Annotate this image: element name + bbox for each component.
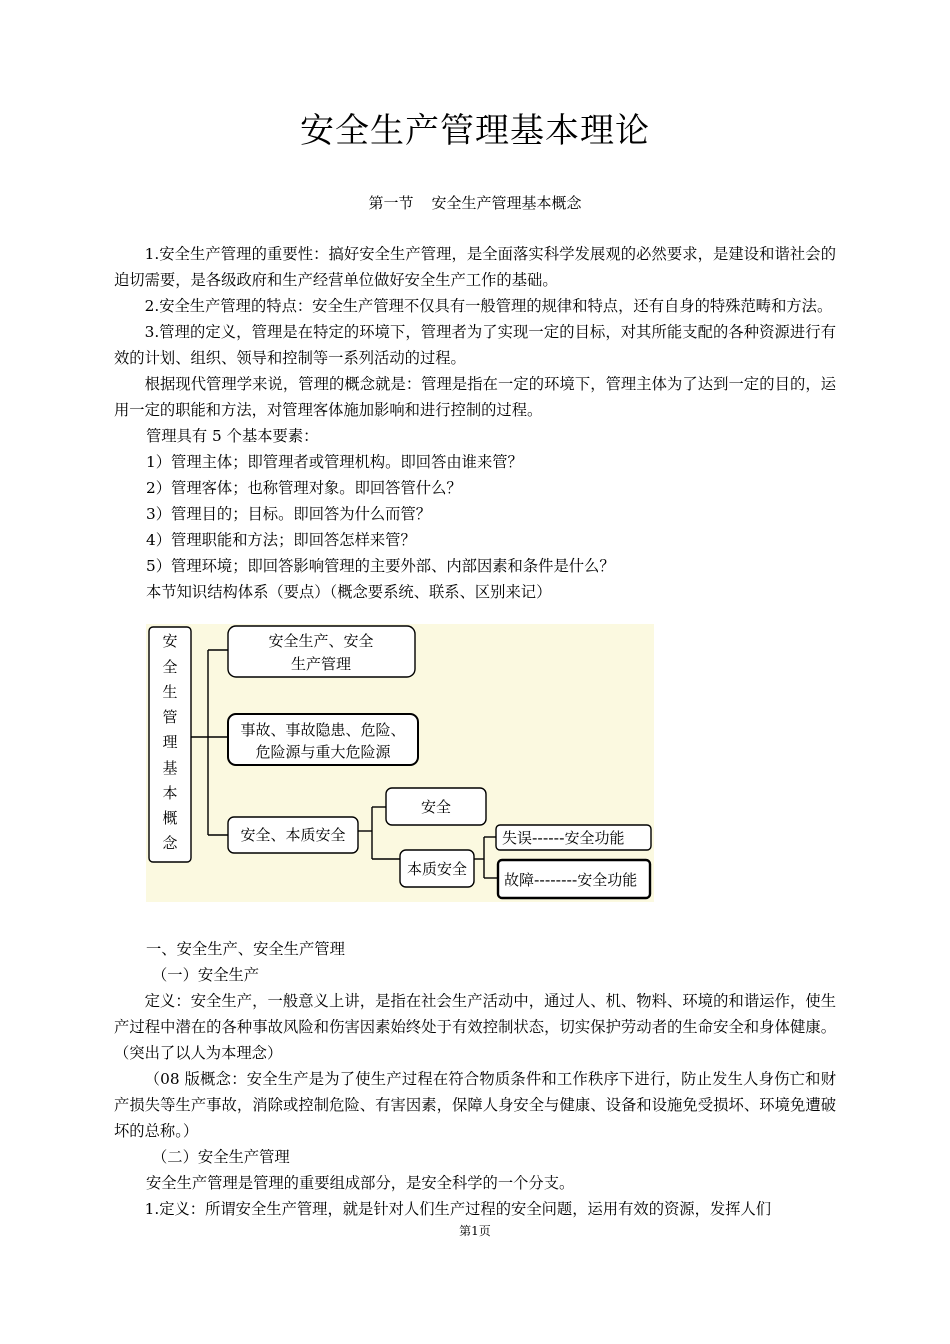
root-char: 基 [162, 759, 178, 777]
node-error-label: 失误------安全功能 [502, 829, 625, 847]
root-char: 管 [162, 708, 178, 726]
node-safety-label: 安全 [420, 798, 452, 816]
rest-p-2: 定义：安全生产，一般意义上讲，是指在社会生产活动中，通过人、机、物料、环境的和谐运作，使生产过程中潜在的各种事故风险和伤害因素始终处于有效控制状态，切实保护劳动者的生命安全和身体健康。（突出了以人为本理念） [114, 992, 836, 1062]
section-name: 安全生产管理基本概念 [431, 194, 582, 212]
root-char: 本 [162, 784, 178, 802]
node-failure-label: 故障--------安全功能 [504, 871, 638, 889]
root-char: 全 [162, 658, 178, 676]
document-title: 安全生产管理基本理论 [300, 111, 650, 151]
intro-line-5: 1）管理主体；即管理者或管理机构。即回答由谁来管？ [146, 453, 523, 471]
rest-p-6: 1.定义：所谓安全生产管理，就是针对人们生产过程的安全问题，运用有效的资源，发挥人们 [144, 1200, 772, 1218]
section-number: 第一节 [368, 194, 414, 212]
intro-line-7: 3）管理目的；目标。即回答为什么而管？ [146, 505, 432, 523]
intro-p-2: 3.管理的定义，管理是在特定的环境下，管理者为了实现一定的目标，对其所能支配的各种资源进行有效的计划、组织、领导和控制等一系列活动的过程。 [114, 323, 836, 367]
intro-line-10: 本节知识结构体系（要点）（概念要系统、联系、区别来记） [146, 583, 552, 601]
root-char: 安 [162, 632, 178, 650]
intro-line-6: 2）管理客体；也称管理对象。即回答管什么？ [146, 479, 462, 497]
root-char: 生 [162, 683, 178, 701]
rest-p-3: （08 版概念：安全生产是为了使生产过程在符合物质条件和工作秩序下进行，防止发生人身伤亡和财产损失等生产事故，消除或控制危险、有害因素，保障人身安全与健康、设备和设施免受损坏、环境免遭破坏的总称。） [114, 1070, 836, 1140]
root-char: 念 [162, 834, 178, 852]
intro-p-3: 根据现代管理学来说，管理的概念就是：管理是指在一定的环境下，管理主体为了达到一定的目的，运用一定的职能和方法，对管理客体施加影响和进行控制的过程。 [114, 375, 836, 419]
rest-line-5: 安全生产管理是管理的重要组成部分，是安全科学的一个分支。 [146, 1174, 575, 1192]
rest-h2-0: 一、安全生产、安全生产管理 [146, 940, 345, 958]
intro-line-9: 5）管理环境；即回答影响管理的主要外部、内部因素和条件是什么？ [146, 557, 615, 575]
root-char: 理 [162, 733, 178, 751]
knowledge-structure-diagram [146, 624, 654, 902]
rest-h3-1: （一）安全生产 [152, 966, 260, 984]
node-accident-hazard-label-1: 事故、事故隐患、危险、 [240, 721, 406, 739]
section-one-text [114, 936, 836, 1222]
intro-line-4: 管理具有 5 个基本要素： [146, 427, 319, 445]
node-intrinsic-safety-label: 本质安全 [406, 860, 468, 878]
node-safety-intrinsic-label: 安全、本质安全 [240, 826, 346, 844]
intro-text [114, 241, 836, 605]
intro-line-8: 4）管理职能和方法；即回答怎样来管？ [146, 531, 416, 549]
svg-text:安全生管理基本概念 [162, 632, 178, 852]
root-label [162, 632, 178, 852]
rest-h3-4: （二）安全生产管理 [152, 1148, 290, 1166]
intro-p-1: 2.安全生产管理的特点：安全生产管理不仅具有一般管理的规律和特点，还有自身的特殊范畴和方法。 [144, 297, 833, 315]
node-safety-production-label-2: 生产管理 [290, 655, 352, 673]
page-number: 第1页 [459, 1224, 491, 1238]
node-safety-production-label-1: 安全生产、安全 [268, 632, 374, 650]
node-accident-hazard-label-2: 危险源与重大危险源 [255, 743, 391, 761]
root-char: 概 [162, 809, 178, 827]
section-heading [0, 192, 950, 213]
intro-p-0: 1.安全生产管理的重要性：搞好安全生产管理，是全面落实科学发展观的必然要求，是建设和谐社会的迫切需要，是各级政府和生产经营单位做好安全生产工作的基础。 [114, 245, 836, 289]
